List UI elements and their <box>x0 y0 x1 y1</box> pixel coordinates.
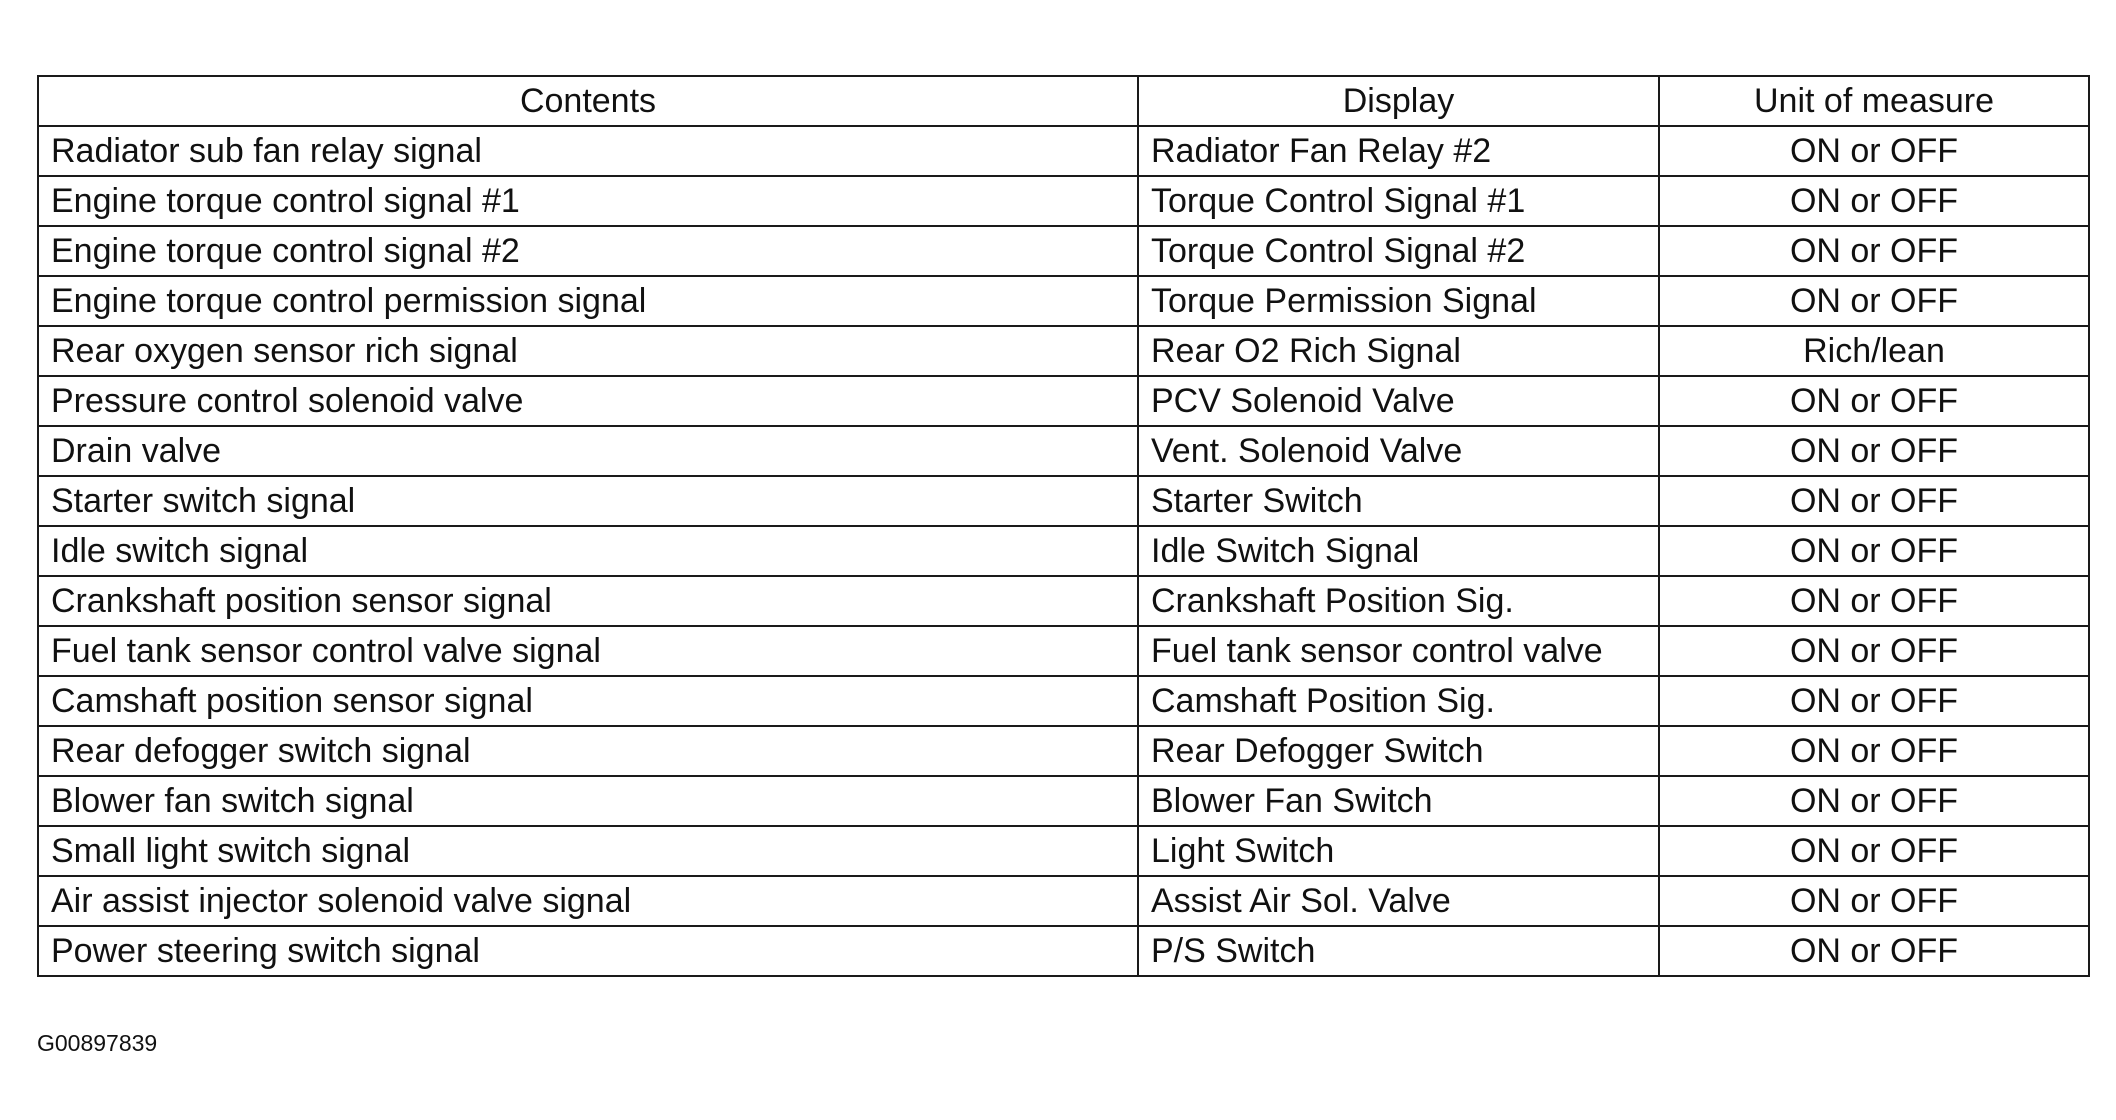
table-row <box>38 676 2089 726</box>
cell-unit: ON or OFF <box>1659 276 2089 326</box>
cell-contents: Pressure control solenoid valve <box>38 376 1138 426</box>
cell-contents: Drain valve <box>38 426 1138 476</box>
cell-display: Vent. Solenoid Valve <box>1138 426 1659 476</box>
cell-display: Crankshaft Position Sig. <box>1138 576 1659 626</box>
cell-display: Torque Permission Signal <box>1138 276 1659 326</box>
cell-display: Light Switch <box>1138 826 1659 876</box>
cell-display: Starter Switch <box>1138 476 1659 526</box>
cell-display: P/S Switch <box>1138 926 1659 976</box>
cell-display: Assist Air Sol. Valve <box>1138 876 1659 926</box>
table-row <box>38 526 2089 576</box>
cell-unit: ON or OFF <box>1659 876 2089 926</box>
header-display: Display <box>1138 76 1659 126</box>
table-row <box>38 326 2089 376</box>
header-contents: Contents <box>38 76 1138 126</box>
cell-contents: Engine torque control permission signal <box>38 276 1138 326</box>
cell-contents: Air assist injector solenoid valve signal <box>38 876 1138 926</box>
table-row <box>38 826 2089 876</box>
cell-contents: Small light switch signal <box>38 826 1138 876</box>
cell-unit: ON or OFF <box>1659 926 2089 976</box>
signal-table <box>37 75 2090 977</box>
cell-unit: ON or OFF <box>1659 576 2089 626</box>
cell-display: PCV Solenoid Valve <box>1138 376 1659 426</box>
cell-display: Radiator Fan Relay #2 <box>1138 126 1659 176</box>
cell-contents: Crankshaft position sensor signal <box>38 576 1138 626</box>
cell-unit: ON or OFF <box>1659 376 2089 426</box>
cell-contents: Fuel tank sensor control valve signal <box>38 626 1138 676</box>
table-row <box>38 376 2089 426</box>
cell-contents: Starter switch signal <box>38 476 1138 526</box>
cell-contents: Rear defogger switch signal <box>38 726 1138 776</box>
cell-unit: ON or OFF <box>1659 126 2089 176</box>
cell-contents: Idle switch signal <box>38 526 1138 576</box>
cell-unit: ON or OFF <box>1659 426 2089 476</box>
cell-contents: Power steering switch signal <box>38 926 1138 976</box>
table-row <box>38 226 2089 276</box>
cell-display: Blower Fan Switch <box>1138 776 1659 826</box>
cell-unit: ON or OFF <box>1659 626 2089 676</box>
table-row <box>38 576 2089 626</box>
table-row <box>38 276 2089 326</box>
cell-display: Idle Switch Signal <box>1138 526 1659 576</box>
cell-unit: ON or OFF <box>1659 776 2089 826</box>
figure-id: G00897839 <box>37 1030 158 1056</box>
cell-display: Torque Control Signal #2 <box>1138 226 1659 276</box>
cell-display: Torque Control Signal #1 <box>1138 176 1659 226</box>
table-body <box>38 126 2089 976</box>
table-row <box>38 426 2089 476</box>
table-header-row <box>38 76 2089 126</box>
table-row <box>38 876 2089 926</box>
cell-unit: ON or OFF <box>1659 526 2089 576</box>
cell-display: Fuel tank sensor control valve <box>1138 626 1659 676</box>
table-row <box>38 126 2089 176</box>
cell-unit: ON or OFF <box>1659 726 2089 776</box>
table-row <box>38 926 2089 976</box>
cell-display: Rear Defogger Switch <box>1138 726 1659 776</box>
cell-display: Camshaft Position Sig. <box>1138 676 1659 726</box>
cell-contents: Blower fan switch signal <box>38 776 1138 826</box>
cell-contents: Engine torque control signal #1 <box>38 176 1138 226</box>
header-unit: Unit of measure <box>1659 76 2089 126</box>
cell-unit: ON or OFF <box>1659 826 2089 876</box>
cell-contents: Rear oxygen sensor rich signal <box>38 326 1138 376</box>
table-row <box>38 776 2089 826</box>
cell-contents: Engine torque control signal #2 <box>38 226 1138 276</box>
cell-unit: ON or OFF <box>1659 476 2089 526</box>
cell-unit: ON or OFF <box>1659 676 2089 726</box>
table-row <box>38 476 2089 526</box>
cell-unit: ON or OFF <box>1659 176 2089 226</box>
cell-unit: ON or OFF <box>1659 226 2089 276</box>
cell-contents: Camshaft position sensor signal <box>38 676 1138 726</box>
table-row <box>38 176 2089 226</box>
table-row <box>38 626 2089 676</box>
cell-contents: Radiator sub fan relay signal <box>38 126 1138 176</box>
table-row <box>38 726 2089 776</box>
cell-unit: Rich/lean <box>1659 326 2089 376</box>
cell-display: Rear O2 Rich Signal <box>1138 326 1659 376</box>
